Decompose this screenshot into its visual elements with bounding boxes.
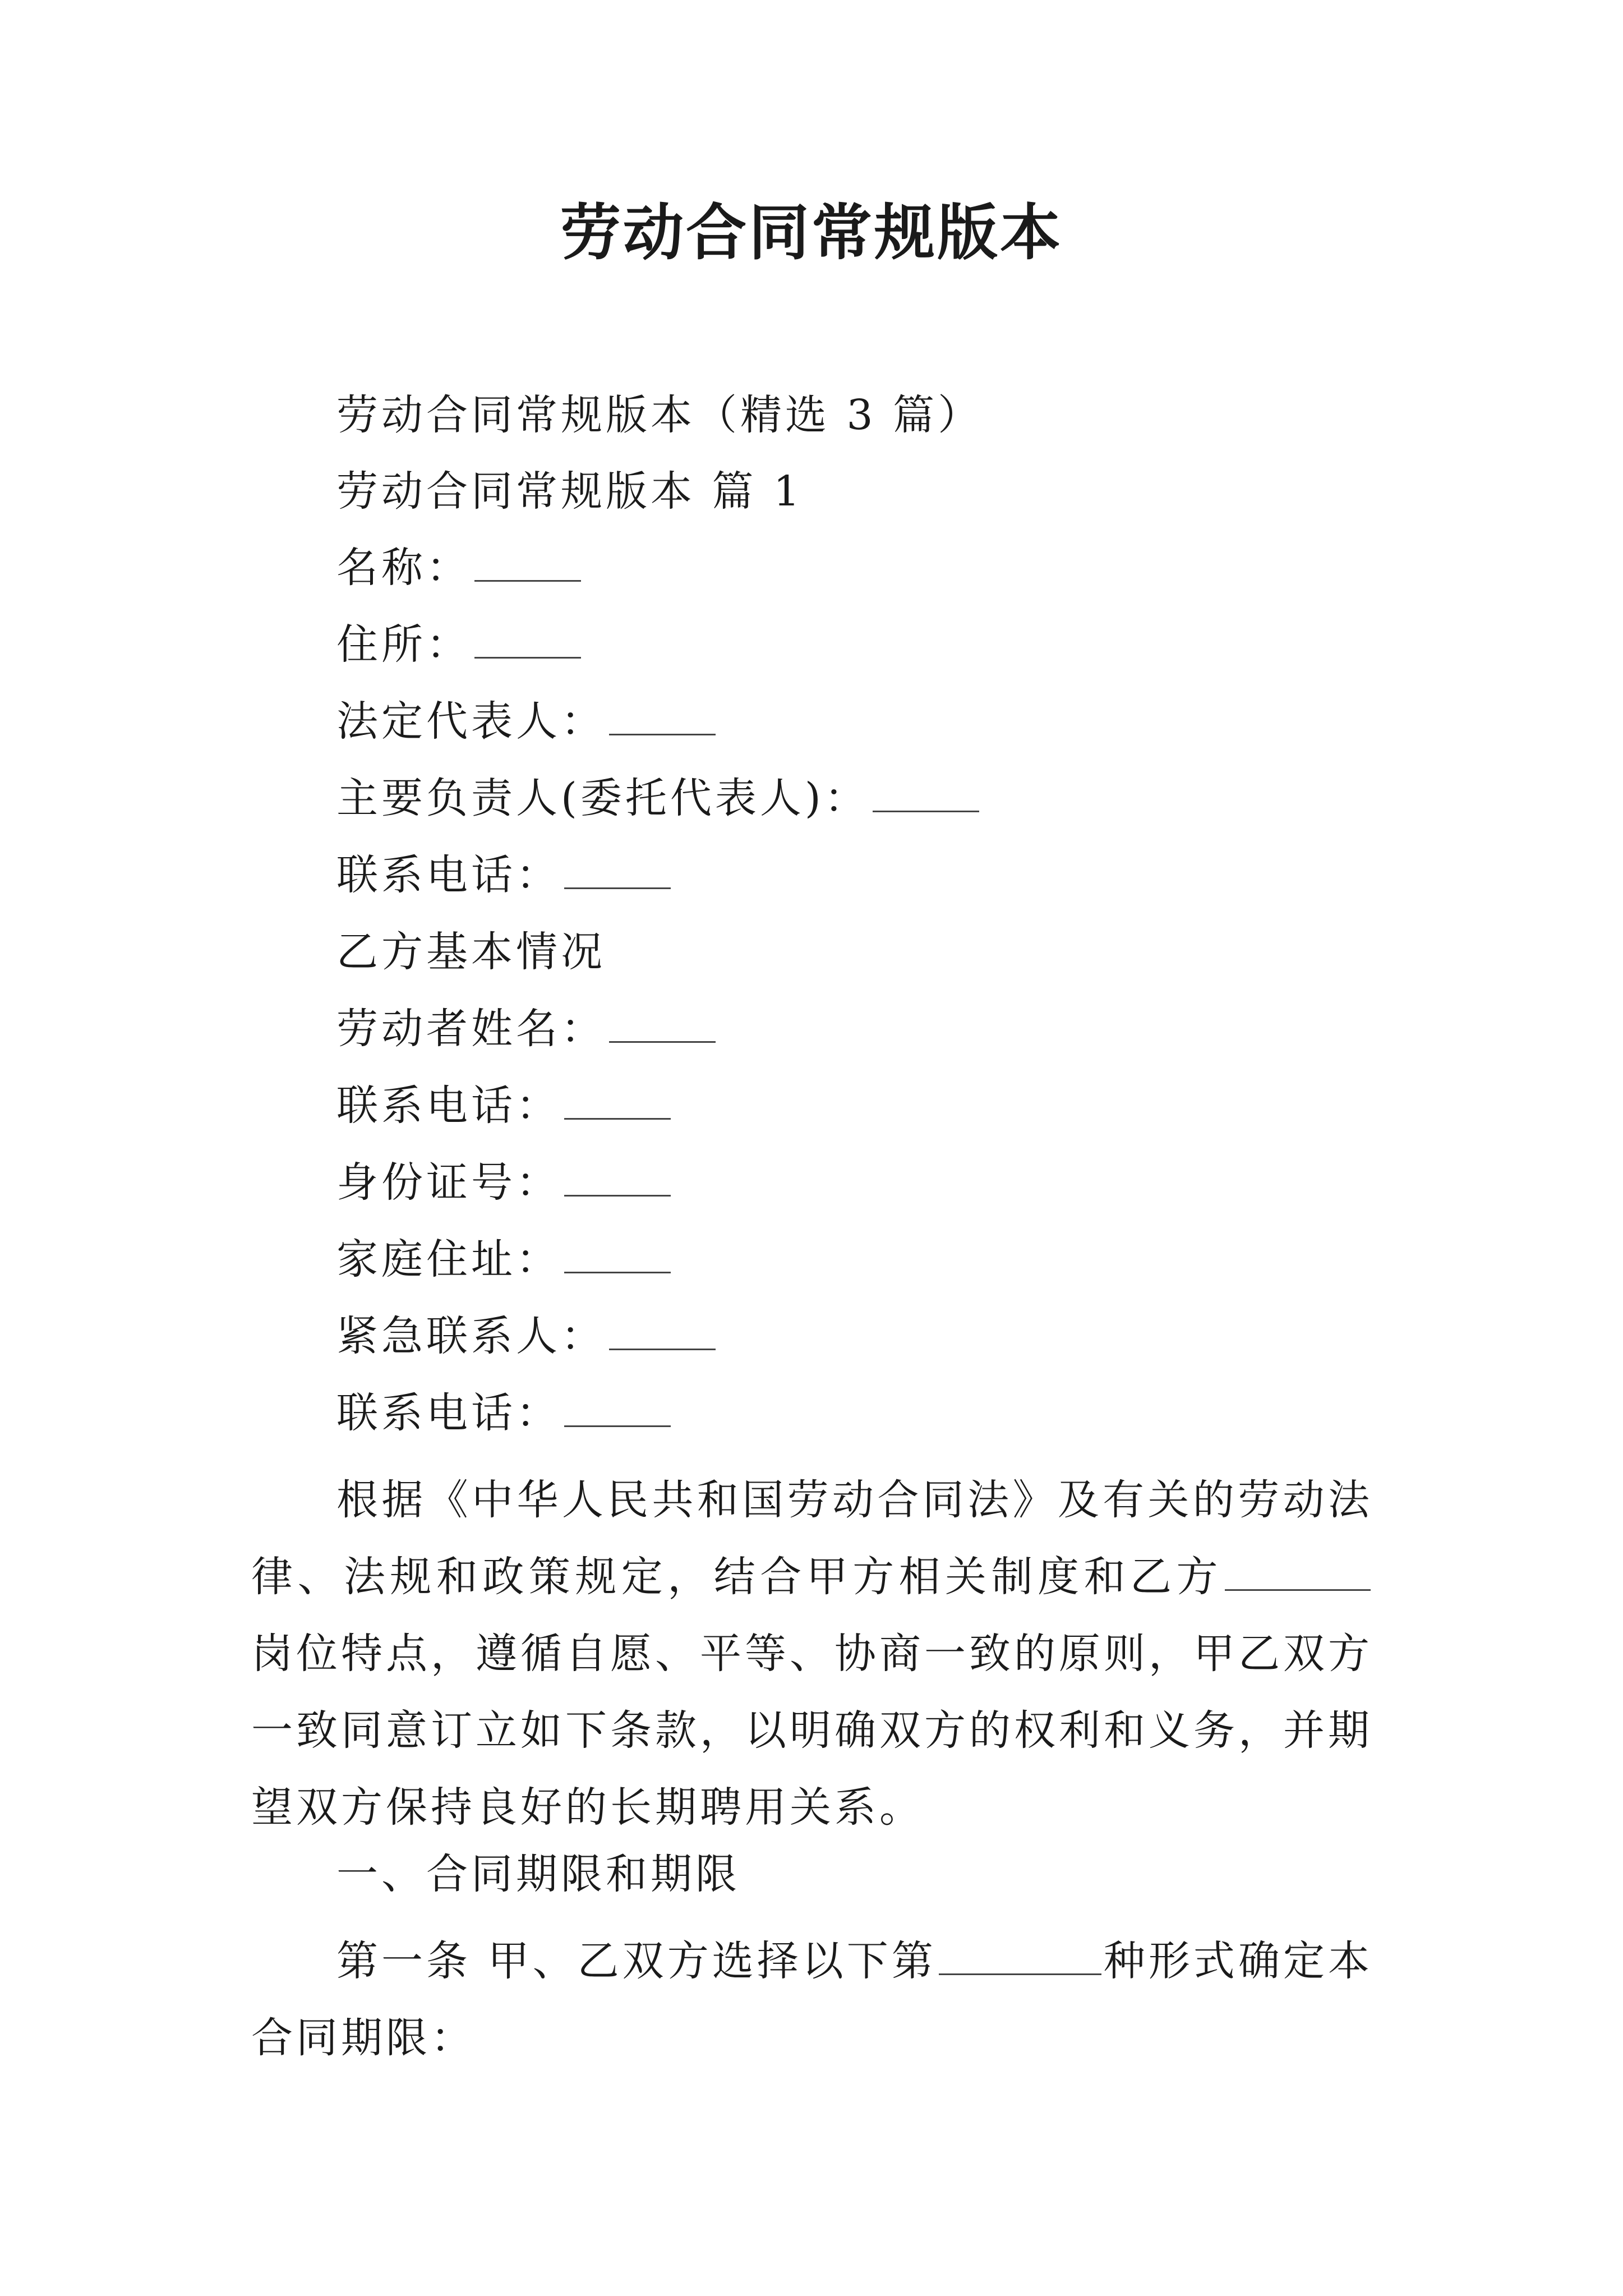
intro-text-part2: 岗位特点，遵循自愿、平等、协商一致的原则，甲乙双方一致同意订立如下条款，以明确双方的权利和义务，并期望双方保持良好的长期聘用关系。 — [251, 1630, 1373, 1832]
party-a-phone-row — [336, 847, 671, 903]
field-label: 联系电话： — [336, 851, 561, 899]
party-b-id-row — [336, 1154, 671, 1211]
blank-line — [564, 1386, 671, 1427]
blank-line — [609, 1002, 716, 1043]
blank-line — [474, 618, 581, 659]
field-label: 身份证号： — [336, 1158, 561, 1207]
party-b-home-address-row — [336, 1231, 671, 1287]
blank-line — [564, 1232, 671, 1273]
party-b-emergency-contact-row — [336, 1308, 716, 1364]
blank-line — [564, 1156, 671, 1197]
blank-line — [609, 1309, 716, 1350]
field-label: 名称： — [336, 544, 471, 592]
party-a-address-row — [336, 616, 581, 673]
blank-line — [873, 771, 979, 812]
field-label: 联系电话： — [336, 1389, 561, 1437]
chapter-heading: 一、合同期限和期限 — [336, 1850, 740, 1898]
field-label: 主要负责人(委托代表人)： — [336, 774, 869, 822]
blank-line — [609, 694, 716, 735]
field-label: 联系电话： — [336, 1082, 561, 1130]
section-heading: 劳动合同常规版本 篇 1 — [336, 467, 804, 516]
party-b-emergency-phone-row — [336, 1385, 671, 1441]
party-a-principal-row — [336, 770, 979, 826]
blank-line — [474, 541, 581, 582]
party-a-name-row — [336, 540, 581, 596]
party-b-heading: 乙方基本情况 — [336, 928, 606, 976]
intro-text-part1: 根据《中华人民共和国劳动合同法》及有关的劳动法律、法规和政策规定，结合甲方相关制度和乙方 — [251, 1476, 1373, 1601]
party-b-phone-row — [336, 1078, 671, 1134]
blank-line — [564, 848, 671, 889]
field-label: 家庭住址： — [336, 1235, 561, 1283]
document-title: 劳动合同常规版本 — [560, 197, 1063, 268]
blank-line — [939, 1936, 1101, 1975]
article-text-part2: 种形式确定本合同期限： — [251, 1937, 1373, 2062]
field-label: 劳动者姓名： — [336, 1005, 606, 1053]
party-a-legal-rep-row — [336, 693, 716, 749]
blank-line — [1225, 1552, 1371, 1591]
field-label: 住所： — [336, 620, 471, 669]
intro-paragraph — [251, 1462, 1373, 1846]
article-text-part1: 第一条 甲、乙双方选择以下第 — [336, 1937, 937, 1985]
article-one-paragraph — [251, 1923, 1373, 2077]
party-b-name-row — [336, 1001, 716, 1057]
document-subtitle: 劳动合同常规版本（精选 3 篇） — [336, 391, 983, 439]
field-label: 法定代表人： — [336, 697, 606, 746]
blank-line — [564, 1079, 671, 1120]
field-label: 紧急联系人： — [336, 1312, 606, 1360]
